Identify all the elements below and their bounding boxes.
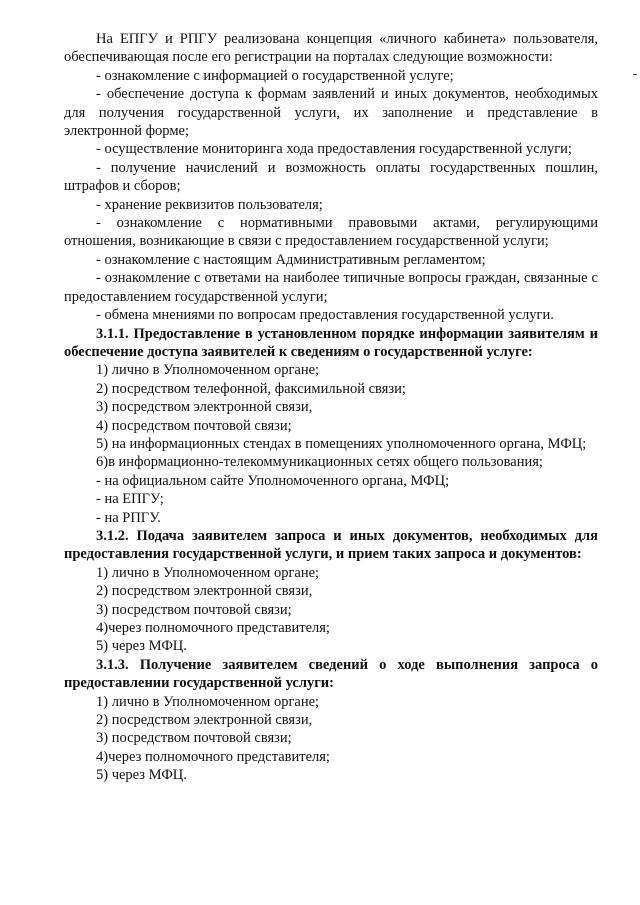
list-item: - получение начислений и возможность оплаты государственных пошлин, штрафов и сборов; — [64, 159, 598, 195]
list-item: - ознакомление с информацией о государственной услуге; — [96, 67, 454, 84]
document-page — [64, 30, 598, 785]
list-item: - обмена мнениями по вопросам предоставления государственной услуги. — [96, 307, 554, 324]
list-item: - на официальном сайте Уполномоченного органа, МФЦ; — [96, 472, 450, 489]
list-item: - на ЕПГУ; — [96, 491, 164, 508]
list-item: - на РПГУ. — [96, 509, 161, 526]
list-item: 1) лично в Уполномоченном органе; — [96, 362, 320, 379]
list-item: - осуществление мониторинга хода предоставления государственной услуги; — [96, 141, 572, 158]
list-item: 1) лично в Уполномоченном органе; — [96, 693, 320, 710]
list-item: 3) посредством почтовой связи; — [96, 730, 292, 747]
list-item: 1) лично в Уполномоченном органе; — [96, 564, 320, 581]
list-item: - ознакомление с ответами на наиболее типичные вопросы граждан, связанные с предоставлением государственной услуги; — [64, 270, 598, 305]
list-item: - хранение реквизитов пользователя; — [96, 196, 323, 213]
list-item: 2) посредством электронной связи, — [96, 583, 313, 600]
scan-edge-mark — [633, 74, 637, 75]
list-item: 5) через МФЦ. — [96, 638, 187, 655]
list-item: - ознакомление с настоящим Административным регламентом; — [96, 251, 486, 268]
section-heading-3-1-2: 3.1.2. Подача заявителем запроса и иных документов, необходимых для предоставления государственной услуги, и прием таких запроса и документов: — [64, 527, 598, 563]
list-item: - ознакомление с нормативными правовыми актами, регулирующими отношения, возникающие в связи с предоставлением государственной услуги; — [64, 215, 598, 250]
list-item: 4) посредством почтовой связи; — [96, 417, 292, 434]
section-heading-3-1-1: 3.1.1. Предоставление в установленном порядке информации заявителям и обеспечение доступа заявителей к сведениям о государственной услуге: — [64, 325, 598, 360]
list-item: 3) посредством почтовой связи; — [96, 601, 292, 618]
list-item: 4)через полномочного представителя; — [96, 620, 330, 636]
section-heading-3-1-3: 3.1.3. Получение заявителем сведений о ходе выполнения запроса о предоставлении государственной услуги: — [64, 656, 598, 692]
list-item: 2) посредством телефонной, факсимильной связи; — [96, 380, 406, 397]
list-item: 4)через полномочного представителя; — [96, 748, 330, 765]
list-item: 5) на информационных стендах в помещениях уполномоченного органа, МФЦ; — [96, 435, 587, 452]
list-item: 5) через МФЦ. — [96, 767, 187, 784]
list-item: 2) посредством электронной связи, — [96, 712, 313, 729]
paragraph-intro: На ЕПГУ и РПГУ реализована концепция «личного кабинета» пользователя, обеспечивающая после его регистрации на порталах следующие возможности: — [64, 31, 598, 66]
list-item: 6)в информационно-телекоммуникационных сетях общего пользования; — [96, 454, 543, 471]
list-item: - обеспечение доступа к формам заявлений и иных документов, необходимых для получения государственной услуги, их заполнение и представление в электронной форме; — [64, 86, 598, 140]
list-item: 3) посредством электронной связи, — [96, 399, 313, 416]
